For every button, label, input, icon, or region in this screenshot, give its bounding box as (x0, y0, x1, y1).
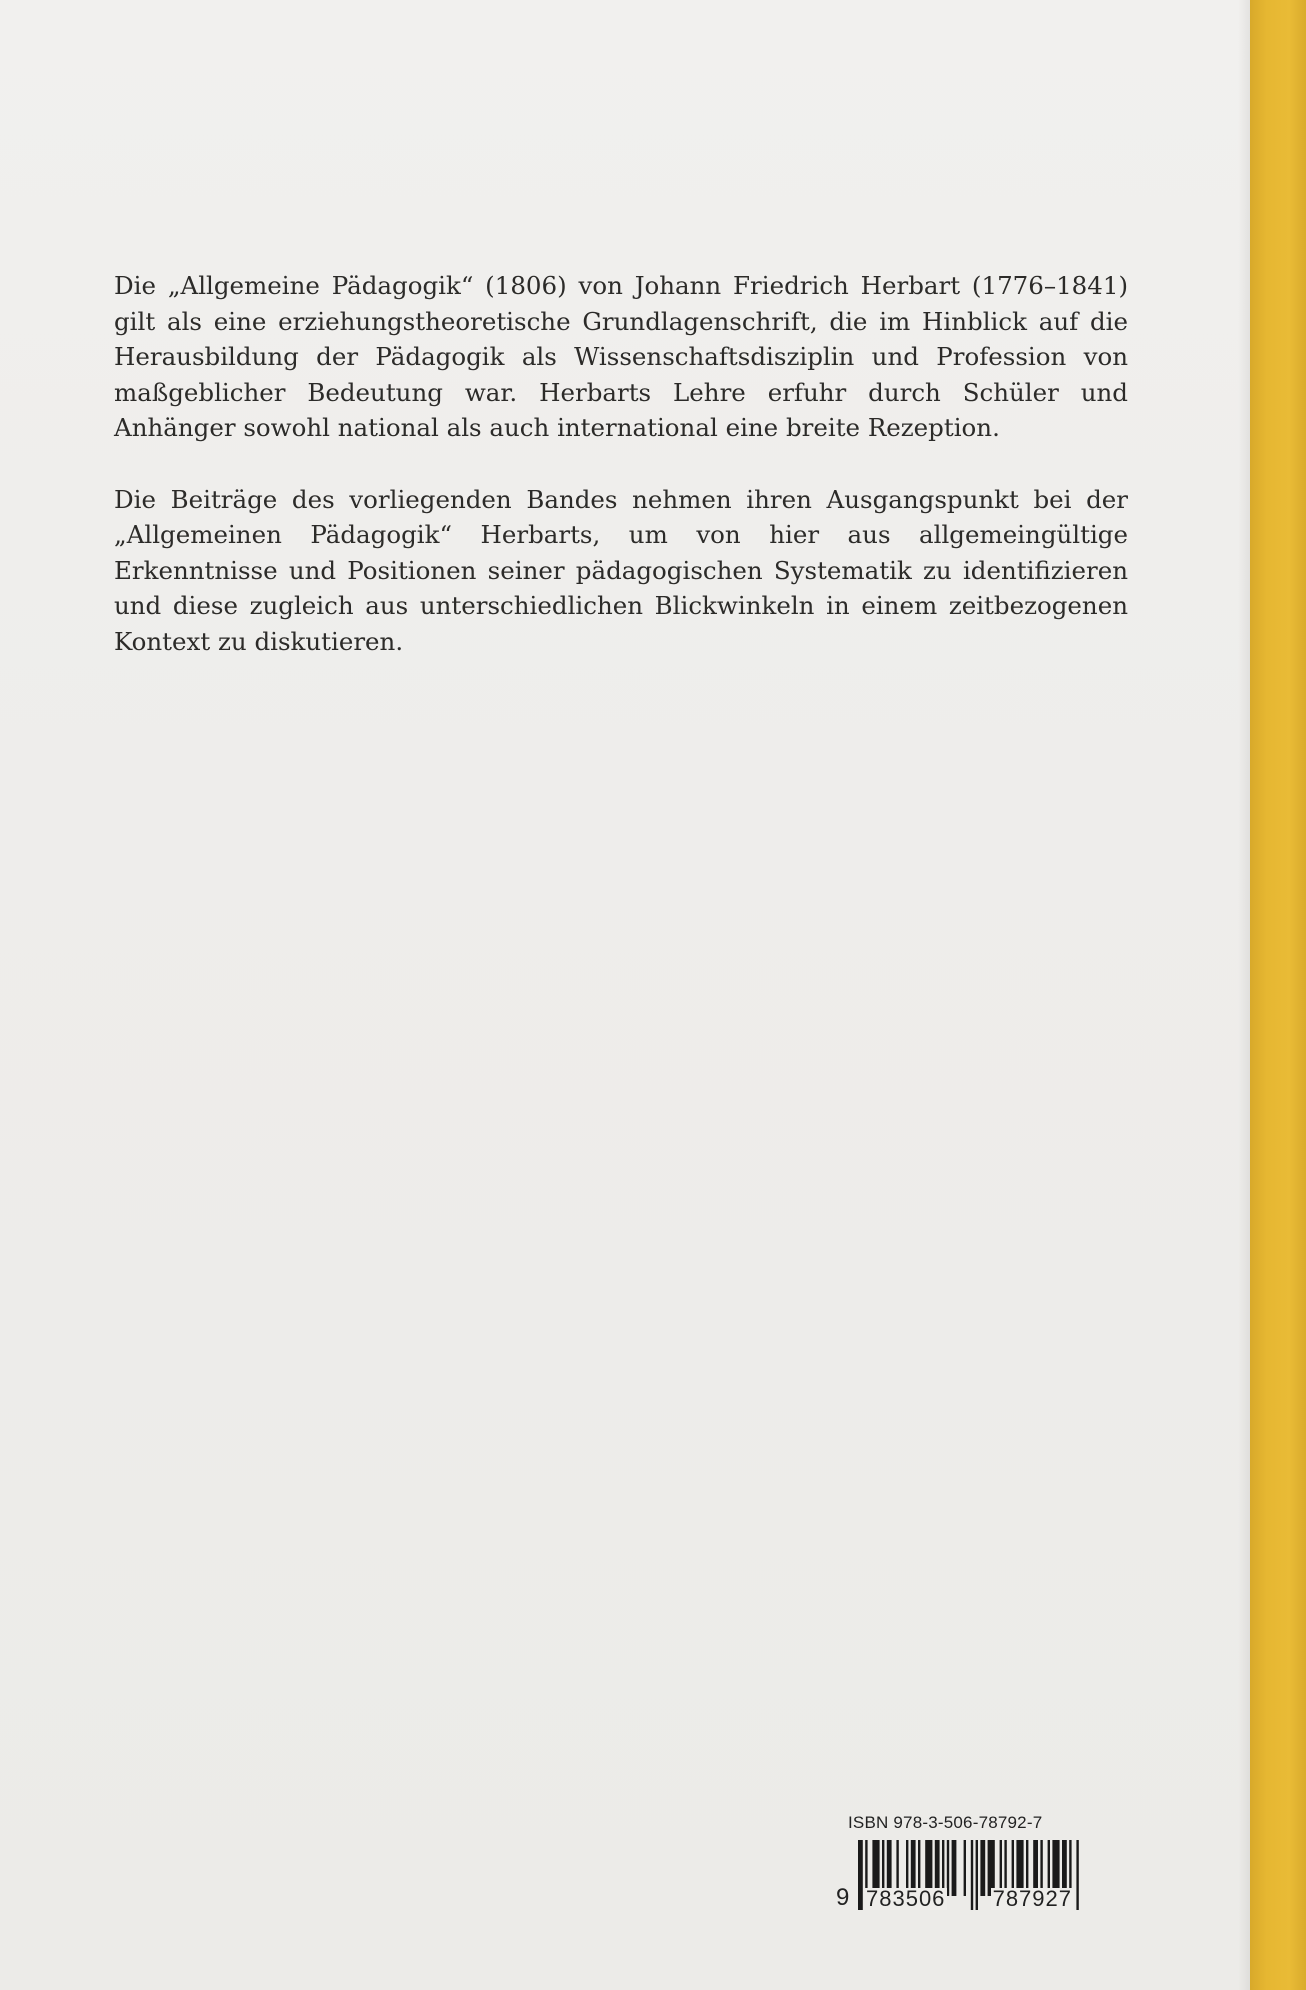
isbn-label: ISBN 978-3-506-78792-7 (848, 1813, 1043, 1832)
spine-shadow (1238, 0, 1250, 1990)
barcode (836, 1840, 1086, 1910)
blurb-text (114, 268, 1128, 659)
isbn-block (836, 1812, 1096, 1910)
barcode-digits (864, 1888, 1074, 1910)
barcode-bar (858, 1840, 863, 1910)
blurb-paragraph-1: Die „Allgemeine Pädagogik“ (1806) von Johann Friedrich Herbart (1776–1841) gilt als eine erziehungstheoretische Grundlagenschrift, die im Hinblick auf die Herausbildung der Pädagogik als Wissenschaftsdisziplin und Profession von maßgeblicher Bedeutung war. Herbarts Lehre erfuhr durch Schüler und Anhänger sowohl national als auch international eine breite Rezeption. (114, 271, 1128, 442)
barcode-group-1: 783506 (866, 1886, 946, 1911)
barcode-bar (1076, 1840, 1078, 1910)
spine-color-stripe (1250, 0, 1306, 1990)
blurb-paragraph-2: Die Beiträge des vorliegenden Bandes nehmen ihren Ausgangspunkt bei der „Allgemeinen Pädagogik“ Herbarts, um von hier aus allgemeingültige Erkenntnisse und Positionen seiner pädagogischen Systematik zu identifizieren und diese zugleich aus unterschiedlichen Blickwinkeln in einem zeitbezogenen Kontext zu diskutieren. (114, 484, 1128, 656)
barcode-lead-digit: 9 (836, 1884, 850, 1911)
barcode-group-2: 787927 (992, 1886, 1072, 1911)
